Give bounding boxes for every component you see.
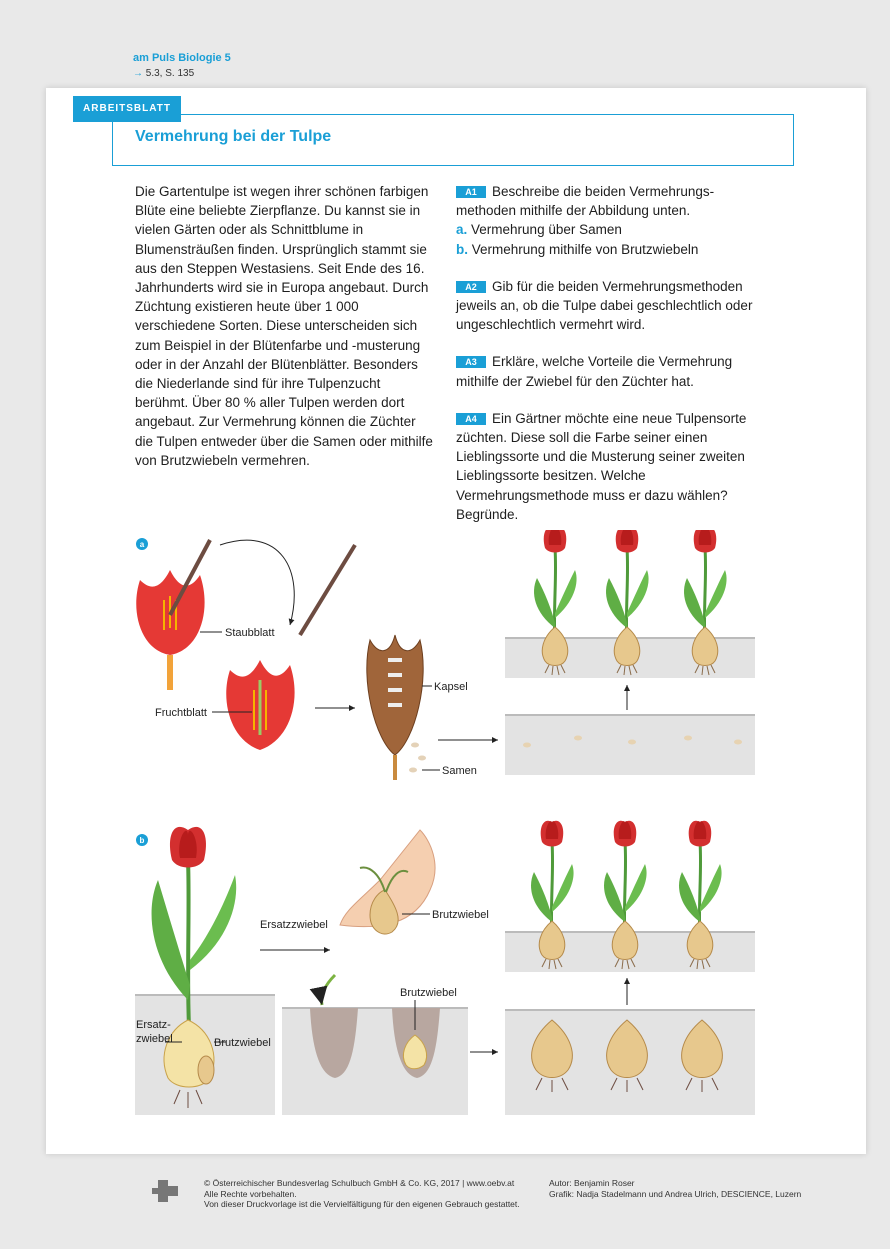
footer-line: Von dieser Druckvorlage ist die Vervielfältigung für den eigenen Gebrauch gestattet. <box>204 1199 520 1209</box>
footer-line: Autor: Benjamin Roser <box>549 1178 635 1188</box>
task-list <box>456 182 766 542</box>
footer-line: Grafik: Nadja Stadelmann und Andrea Ulrich, DESCIENCE, Luzern <box>549 1188 802 1199</box>
sub-text: Vermehrung mithilfe von Brutzwiebeln <box>471 241 699 257</box>
book-reference <box>133 68 194 79</box>
task-a1 <box>456 182 766 259</box>
label-ersatz-line2: zwiebel <box>136 1033 173 1045</box>
label-staubblatt: Staubblatt <box>225 627 275 639</box>
label-ersatzzwiebel: Ersatzzwiebel <box>260 919 328 931</box>
task-sub-b <box>456 240 766 259</box>
sub-letter: a. <box>456 222 468 238</box>
label-fruchtblatt: Fruchtblatt <box>155 707 207 719</box>
planting-arrow <box>322 975 335 1005</box>
task-text: Erkläre, welche Vorteile die Vermehrung mithilfe der Zwiebel für den Züchter hat. <box>456 354 733 389</box>
page-title: Vermehrung bei der Tulpe <box>135 128 332 145</box>
label-samen: Samen <box>442 765 477 777</box>
seed-capsule <box>367 635 426 780</box>
footer-copyright <box>204 1178 544 1210</box>
task-text: Beschreibe die beiden Vermehrungsmethoden mithilfe der Abbildung unten. <box>456 184 715 219</box>
book-title: am Puls Biologie 5 <box>133 52 231 64</box>
label-brutzwiebel-plant: Brutzwiebel <box>214 1037 271 1049</box>
publisher-logo-icon <box>150 1176 190 1206</box>
label-ersatz-line1: Ersatz- <box>136 1019 171 1031</box>
planting-soil <box>282 1008 468 1115</box>
marker-a <box>136 538 148 550</box>
task-a4 <box>456 409 766 524</box>
sheet-type-label: ARBEITSBLATT <box>73 96 181 122</box>
grown-tulips-b <box>531 821 722 969</box>
label-kapsel: Kapsel <box>434 681 468 693</box>
transfer-arrow <box>220 540 294 625</box>
task-a2 <box>456 277 766 335</box>
label-brutzwiebel-hand: Brutzwiebel <box>432 909 489 921</box>
figure-svg <box>130 530 770 1130</box>
footer-credits <box>549 1178 809 1199</box>
hand-with-bulb <box>340 830 435 934</box>
footer-line: Alle Rechte vorbehalten. <box>204 1188 297 1199</box>
label-brutzwiebel-soil: Brutzwiebel <box>400 987 457 999</box>
task-a3 <box>456 352 766 390</box>
task-badge: A2 <box>456 281 486 293</box>
marker-a-label: a <box>139 540 145 549</box>
pollination-flower-2 <box>226 660 294 750</box>
seed-soil <box>505 715 755 775</box>
task-text: Gib für die beiden Vermehrungsmethoden jeweils an, ob die Tulpe dabei geschlechtlich oder ungeschlechtlich vermehrt wird. <box>456 278 753 333</box>
task-badge: A3 <box>456 356 486 368</box>
pollination-flower-1 <box>136 570 204 690</box>
task-sub-a <box>456 220 766 239</box>
marker-b-label: b <box>139 836 145 845</box>
task-text: Ein Gärtner möchte eine neue Tulpensorte züchten. Diese soll die Farbe seiner einen Lieblingssorte und die Musterung seiner zweiten Lieblingssorte besitzen. Welche Vermehrungsmethode muss er dazu wählen? Begründe. <box>456 410 747 522</box>
tulip-reproduction-figure <box>130 530 770 1130</box>
sub-text: Vermehrung über Samen <box>471 222 622 238</box>
paintbrush-2 <box>300 545 355 635</box>
grown-tulips-a <box>534 530 727 675</box>
reference-text: 5.3, S. 135 <box>145 68 195 79</box>
intro-text: Die Gartentulpe ist wegen ihrer schönen farbigen Blüte eine beliebte Zierpflanze. Du kannst sie in vielen Gärten oder als Schnittblume in Blumensträußen finden. Ursprünglich stammt sie aus den Steppen Westasiens. Seit Ende des 16. Jahrhunderts wird sie in Europa angebaut. Durch Züchtung existieren heute über 1 000 verschiedene Sorten. Diese unterscheiden sich zum Beispiel in der Blütenfarbe und -musterung oder in der Anzahl der Blütenblätter. Besonders die Niederlande sind für ihre Tulpenzucht berühmt. Über 80 % aller Tulpen werden dort angebaut. Zur Vermehrung können die Züchter die Tulpen entweder über die Samen oder mithilfe von Brutzwiebeln vermehren. <box>135 184 433 468</box>
arrow-right-icon: → <box>133 68 143 79</box>
task-badge: A1 <box>456 186 486 198</box>
task-badge: A4 <box>456 413 486 425</box>
footer-line: © Österreichischer Bundesverlag Schulbuch GmbH & Co. KG, 2017 | www.oebv.at <box>204 1178 515 1188</box>
marker-b <box>136 834 148 846</box>
sub-letter: b. <box>456 241 468 257</box>
